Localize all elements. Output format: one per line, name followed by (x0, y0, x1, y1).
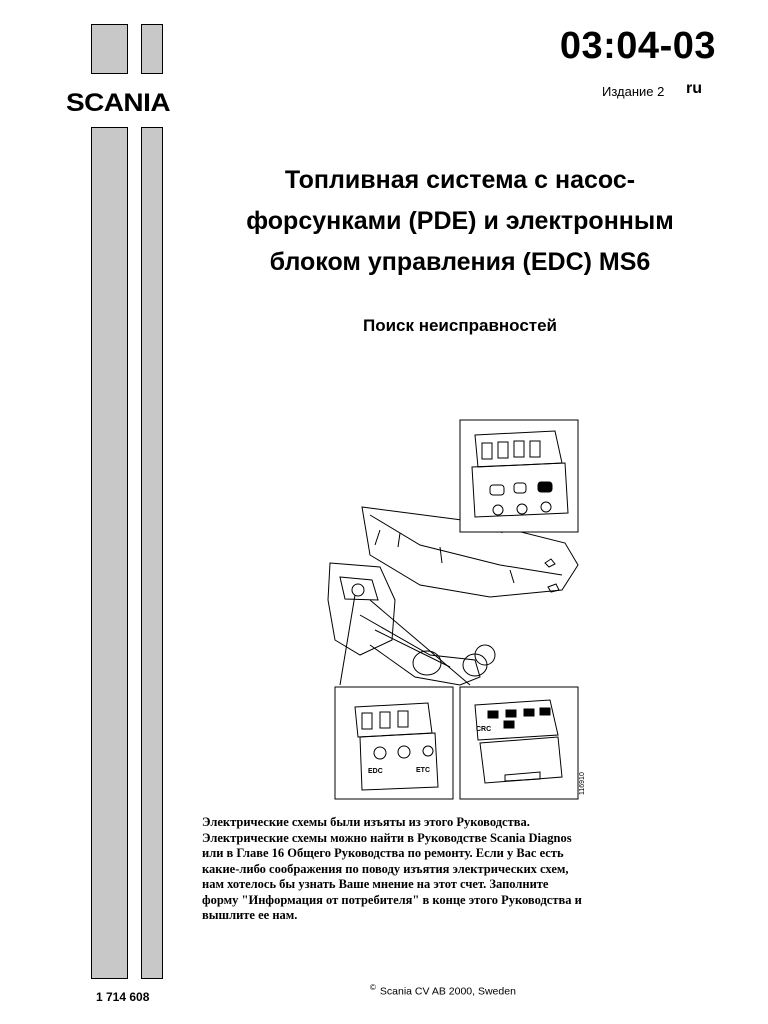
notice-paragraph: Электрические схемы были изъяты из этого Руководства. Электрические схемы можно найти в Руководстве Scania Diagnos или в Главе 16 Общего Руководства по ремонту. Если у Вас есть какие-либо соображения по поводу изъятия электрических схем, нам хотелось бы узнать Ваше мнение на этот счет. Заполните форму "Информация от потребителя" в конце этого Руководства и вышлите ее нам. (202, 815, 582, 922)
side-bar-right (141, 127, 163, 979)
image-number: 116910 (579, 772, 586, 795)
title-line: блоком управления (EDC) MS6 (269, 248, 651, 276)
panel-label-edc: EDC (368, 768, 383, 775)
document-subtitle: Поиск неисправностей (362, 316, 558, 335)
side-bar-left (91, 127, 128, 979)
part-number: 1 714 608 (96, 990, 150, 1004)
edition-label: Издание 2 (602, 84, 665, 99)
panel-label-etc: ETC (416, 767, 430, 774)
side-bar-top-right (141, 24, 163, 74)
scania-logo: SCANIA (66, 89, 170, 117)
title-line: форсунками (PDE) и электронным (246, 207, 674, 235)
copyright-symbol: © (370, 983, 376, 992)
language-code: ru (686, 80, 702, 97)
copyright (370, 983, 516, 998)
title-line: Топливная система с насос- (284, 166, 636, 194)
document-number: 03:04-03 (559, 25, 716, 67)
panel-label-crc: CRC (476, 726, 492, 733)
copyright-text: Scania CV AB 2000, Sweden (379, 985, 516, 998)
side-bar-top-left (91, 24, 128, 74)
truck-dashboard-illustration (300, 415, 590, 805)
document-title (215, 160, 705, 283)
